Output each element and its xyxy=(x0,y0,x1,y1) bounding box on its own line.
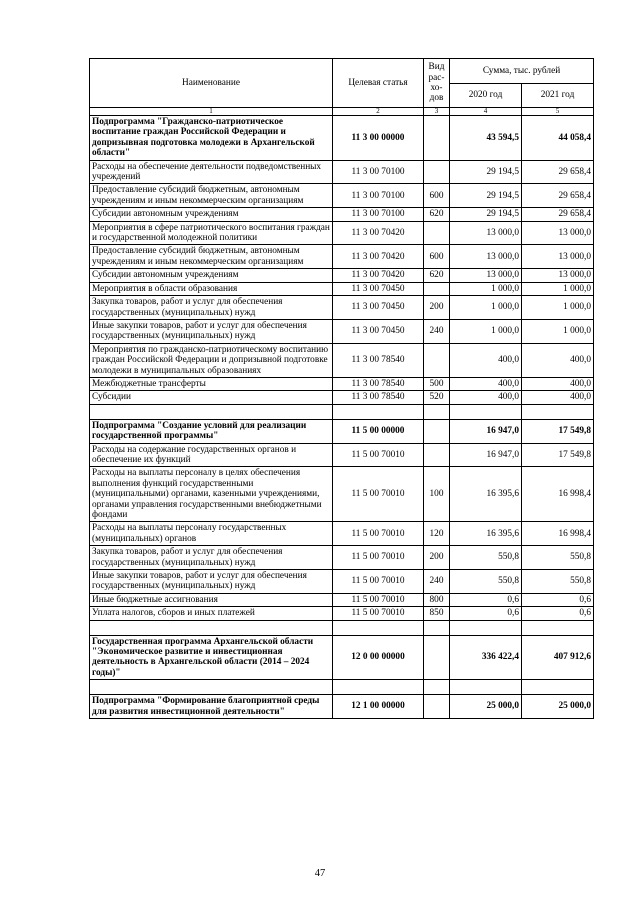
row-name: Межбюджетные трансферты xyxy=(90,377,333,390)
row-expense-type xyxy=(424,221,450,245)
table-row xyxy=(90,546,594,570)
row-amount-2021: 400,0 xyxy=(522,343,594,377)
row-expense-type: 600 xyxy=(424,184,450,208)
empty-cell xyxy=(450,404,522,419)
row-target-code: 11 5 00 70010 xyxy=(333,570,424,594)
row-amount-2020: 25 000,0 xyxy=(450,695,522,719)
row-name: Субсидии автономным учреждениям xyxy=(90,269,333,282)
table-row xyxy=(90,593,594,606)
row-target-code: 11 5 00 70010 xyxy=(333,467,424,522)
row-expense-type: 600 xyxy=(424,245,450,269)
row-amount-2021: 29 658,4 xyxy=(522,160,594,184)
row-name: Субсидии автономным учреждениям xyxy=(90,208,333,221)
table-row xyxy=(90,245,594,269)
empty-cell xyxy=(424,620,450,635)
row-name: Расходы на выплаты персоналу государственных (муниципальных) органов xyxy=(90,522,333,546)
header-year-2021: 2021 год xyxy=(522,84,594,108)
row-amount-2020: 400,0 xyxy=(450,377,522,390)
row-target-code: 12 1 00 00000 xyxy=(333,695,424,719)
table-row xyxy=(90,635,594,680)
page-number: 47 xyxy=(314,868,326,879)
row-amount-2021: 16 998,4 xyxy=(522,467,594,522)
row-name: Расходы на выплаты персоналу в целях обеспечения выполнения функций государственными (муниципальными) органами, казенными учреждениями, органами управления государственными внебюджетными фондами xyxy=(90,467,333,522)
spacer-row xyxy=(90,680,594,695)
table-row xyxy=(90,296,594,320)
row-target-code: 11 3 00 70450 xyxy=(333,319,424,343)
row-amount-2020: 29 194,5 xyxy=(450,208,522,221)
row-expense-type xyxy=(424,116,450,161)
row-amount-2020: 550,8 xyxy=(450,570,522,594)
row-expense-type: 500 xyxy=(424,377,450,390)
row-amount-2021: 407 912,6 xyxy=(522,635,594,680)
row-amount-2021: 17 549,8 xyxy=(522,419,594,443)
row-expense-type: 850 xyxy=(424,607,450,620)
table-row xyxy=(90,343,594,377)
table-row xyxy=(90,377,594,390)
row-name: Государственная программа Архангельской области "Экономическое развитие и инвестиционная деятельность в Архангельской области (2014 – 2024 годы)" xyxy=(90,635,333,680)
row-target-code: 11 5 00 70010 xyxy=(333,607,424,620)
col-number: 1 xyxy=(90,108,333,116)
row-amount-2021: 400,0 xyxy=(522,377,594,390)
table-row xyxy=(90,282,594,295)
row-amount-2021: 550,8 xyxy=(522,570,594,594)
empty-cell xyxy=(90,620,333,635)
row-name: Мероприятия по гражданско-патриотическому воспитанию граждан Российской Федерации и допризывной подготовке молодежи в муниципальных образованиях xyxy=(90,343,333,377)
row-amount-2021: 44 058,4 xyxy=(522,116,594,161)
row-target-code: 11 3 00 70100 xyxy=(333,184,424,208)
row-target-code: 11 3 00 70450 xyxy=(333,282,424,295)
row-target-code: 11 3 00 70420 xyxy=(333,269,424,282)
row-amount-2021: 0,6 xyxy=(522,607,594,620)
row-target-code: 11 5 00 70010 xyxy=(333,593,424,606)
row-expense-type xyxy=(424,419,450,443)
row-name: Закупка товаров, работ и услуг для обеспечения государственных (муниципальных) нужд xyxy=(90,546,333,570)
row-target-code: 11 3 00 00000 xyxy=(333,116,424,161)
row-name: Иные бюджетные ассигнования xyxy=(90,593,333,606)
header-row xyxy=(90,59,594,84)
row-expense-type xyxy=(424,160,450,184)
row-amount-2020: 1 000,0 xyxy=(450,296,522,320)
row-name: Иные закупки товаров, работ и услуг для обеспечения государственных (муниципальных) нужд xyxy=(90,319,333,343)
row-name: Подпрограмма "Создание условий для реализации государственной программы" xyxy=(90,419,333,443)
row-amount-2020: 13 000,0 xyxy=(450,245,522,269)
row-amount-2020: 400,0 xyxy=(450,343,522,377)
header-name: Наименование xyxy=(90,59,333,108)
table-row xyxy=(90,443,594,467)
row-expense-type: 100 xyxy=(424,467,450,522)
row-name: Мероприятия в сфере патриотического воспитания граждан и государственной молодежной политики xyxy=(90,221,333,245)
header-sum: Сумма, тыс. рублей xyxy=(450,59,594,84)
row-name: Закупка товаров, работ и услуг для обеспечения государственных (муниципальных) нужд xyxy=(90,296,333,320)
row-name: Расходы на содержание государственных органов и обеспечение их функций xyxy=(90,443,333,467)
header-target: Целевая статья xyxy=(333,59,424,108)
table-row xyxy=(90,116,594,161)
row-expense-type: 520 xyxy=(424,391,450,404)
table-row xyxy=(90,319,594,343)
row-amount-2020: 29 194,5 xyxy=(450,160,522,184)
empty-cell xyxy=(90,680,333,695)
empty-cell xyxy=(522,620,594,635)
empty-cell xyxy=(450,620,522,635)
row-name: Подпрограмма "Формирование благоприятной среды для развития инвестиционной деятельности" xyxy=(90,695,333,719)
row-expense-type: 800 xyxy=(424,593,450,606)
empty-cell xyxy=(450,680,522,695)
row-amount-2020: 0,6 xyxy=(450,593,522,606)
row-amount-2021: 17 549,8 xyxy=(522,443,594,467)
row-expense-type: 240 xyxy=(424,570,450,594)
row-target-code: 11 3 00 70450 xyxy=(333,296,424,320)
row-expense-type: 620 xyxy=(424,208,450,221)
row-name: Иные закупки товаров, работ и услуг для обеспечения государственных (муниципальных) нужд xyxy=(90,570,333,594)
row-amount-2021: 16 998,4 xyxy=(522,522,594,546)
row-amount-2020: 550,8 xyxy=(450,546,522,570)
header-year-2020: 2020 год xyxy=(450,84,522,108)
row-amount-2020: 13 000,0 xyxy=(450,221,522,245)
header-vid: Вид рас-хо-дов xyxy=(424,59,450,108)
row-expense-type: 200 xyxy=(424,296,450,320)
row-amount-2020: 1 000,0 xyxy=(450,282,522,295)
table-row xyxy=(90,221,594,245)
row-expense-type: 200 xyxy=(424,546,450,570)
row-name: Предоставление субсидий бюджетным, автономным учреждениям и иным некоммерческим организациям xyxy=(90,184,333,208)
empty-cell xyxy=(333,620,424,635)
row-amount-2021: 13 000,0 xyxy=(522,245,594,269)
row-target-code: 11 3 00 70420 xyxy=(333,221,424,245)
row-amount-2020: 16 395,6 xyxy=(450,522,522,546)
empty-cell xyxy=(424,404,450,419)
row-amount-2020: 16 947,0 xyxy=(450,419,522,443)
row-amount-2021: 29 658,4 xyxy=(522,208,594,221)
row-name: Уплата налогов, сборов и иных платежей xyxy=(90,607,333,620)
table-row xyxy=(90,269,594,282)
row-amount-2021: 1 000,0 xyxy=(522,282,594,295)
table-row xyxy=(90,570,594,594)
row-target-code: 11 3 00 78540 xyxy=(333,343,424,377)
table-row xyxy=(90,522,594,546)
row-name: Подпрограмма "Гражданско-патриотическое воспитание граждан Российской Федерации и допризывная подготовка молодежи в Архангельской области" xyxy=(90,116,333,161)
row-name: Субсидии xyxy=(90,391,333,404)
row-target-code: 11 5 00 70010 xyxy=(333,443,424,467)
spacer-row xyxy=(90,404,594,419)
row-expense-type xyxy=(424,695,450,719)
row-amount-2020: 1 000,0 xyxy=(450,319,522,343)
empty-cell xyxy=(333,680,424,695)
row-target-code: 11 3 00 70100 xyxy=(333,208,424,221)
empty-cell xyxy=(333,404,424,419)
column-numbers-row xyxy=(90,108,594,116)
budget-table xyxy=(89,58,594,719)
row-amount-2020: 336 422,4 xyxy=(450,635,522,680)
table-row xyxy=(90,208,594,221)
row-target-code: 11 3 00 78540 xyxy=(333,391,424,404)
row-expense-type xyxy=(424,282,450,295)
row-amount-2021: 13 000,0 xyxy=(522,221,594,245)
row-amount-2020: 13 000,0 xyxy=(450,269,522,282)
table-row xyxy=(90,184,594,208)
col-number: 2 xyxy=(333,108,424,116)
empty-cell xyxy=(424,680,450,695)
spacer-row xyxy=(90,620,594,635)
row-amount-2021: 550,8 xyxy=(522,546,594,570)
col-number: 4 xyxy=(450,108,522,116)
table-row xyxy=(90,160,594,184)
row-amount-2021: 29 658,4 xyxy=(522,184,594,208)
empty-cell xyxy=(522,404,594,419)
row-expense-type: 240 xyxy=(424,319,450,343)
row-name: Расходы на обеспечение деятельности подведомственных учреждений xyxy=(90,160,333,184)
row-amount-2021: 1 000,0 xyxy=(522,319,594,343)
row-amount-2020: 43 594,5 xyxy=(450,116,522,161)
row-expense-type xyxy=(424,343,450,377)
row-amount-2021: 25 000,0 xyxy=(522,695,594,719)
empty-cell xyxy=(90,404,333,419)
row-target-code: 11 3 00 78540 xyxy=(333,377,424,390)
row-target-code: 11 3 00 70420 xyxy=(333,245,424,269)
row-amount-2021: 0,6 xyxy=(522,593,594,606)
row-amount-2021: 400,0 xyxy=(522,391,594,404)
row-target-code: 11 5 00 70010 xyxy=(333,522,424,546)
row-amount-2020: 400,0 xyxy=(450,391,522,404)
empty-cell xyxy=(522,680,594,695)
row-amount-2021: 1 000,0 xyxy=(522,296,594,320)
row-amount-2020: 16 947,0 xyxy=(450,443,522,467)
row-target-code: 11 5 00 70010 xyxy=(333,546,424,570)
row-amount-2020: 0,6 xyxy=(450,607,522,620)
table-row xyxy=(90,419,594,443)
row-amount-2021: 13 000,0 xyxy=(522,269,594,282)
row-expense-type: 620 xyxy=(424,269,450,282)
row-amount-2020: 16 395,6 xyxy=(450,467,522,522)
table-row xyxy=(90,695,594,719)
row-expense-type xyxy=(424,635,450,680)
row-name: Мероприятия в области образования xyxy=(90,282,333,295)
row-expense-type xyxy=(424,443,450,467)
row-target-code: 11 3 00 70100 xyxy=(333,160,424,184)
table-row xyxy=(90,391,594,404)
col-number: 3 xyxy=(424,108,450,116)
row-target-code: 12 0 00 00000 xyxy=(333,635,424,680)
table-row xyxy=(90,607,594,620)
table-body xyxy=(90,116,594,719)
row-name: Предоставление субсидий бюджетным, автономным учреждениям и иным некоммерческим организациям xyxy=(90,245,333,269)
col-number: 5 xyxy=(522,108,594,116)
row-target-code: 11 5 00 00000 xyxy=(333,419,424,443)
table-row xyxy=(90,467,594,522)
row-amount-2020: 29 194,5 xyxy=(450,184,522,208)
row-expense-type: 120 xyxy=(424,522,450,546)
